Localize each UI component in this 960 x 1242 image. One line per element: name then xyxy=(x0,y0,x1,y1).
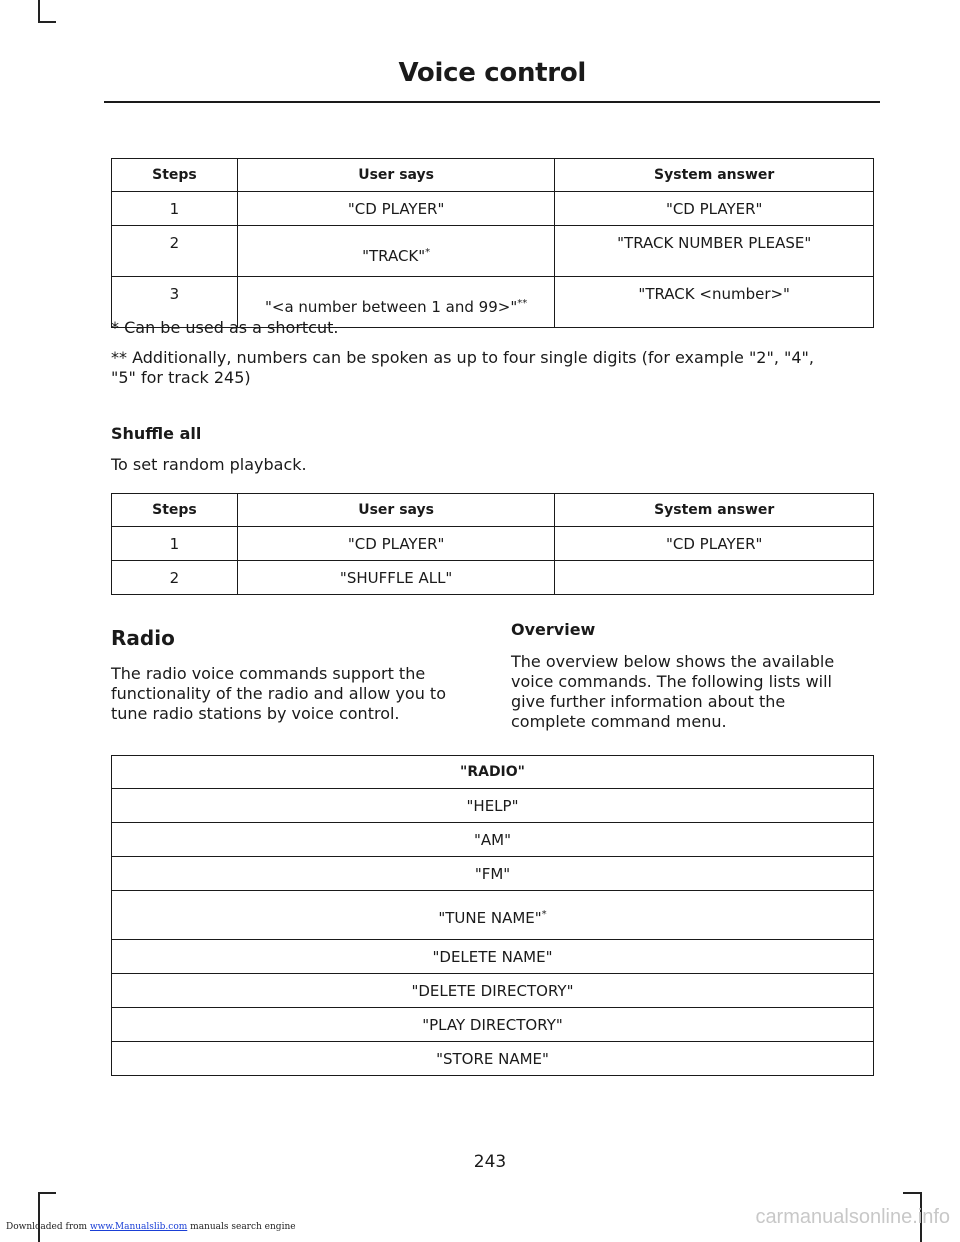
footnote-digits-line-1: ** Additionally, numbers can be spoken as up to four single digits (for example "2", "4", xyxy=(111,348,814,367)
table-row xyxy=(112,561,874,595)
step-cell: 2 xyxy=(112,561,238,595)
column-header-system-answer: System answer xyxy=(555,494,874,527)
overview-text-line: voice commands. The following lists will xyxy=(511,672,832,691)
system-answer-cell: "TRACK <number>" xyxy=(555,277,874,328)
table-row xyxy=(112,527,874,561)
footnote-digits-line-2: "5" for track 245) xyxy=(111,368,251,387)
page-number: 243 xyxy=(473,1152,507,1172)
step-cell: 1 xyxy=(112,192,238,226)
track-steps-table xyxy=(111,158,874,328)
footer-prefix: Downloaded from xyxy=(6,1222,88,1232)
table-row xyxy=(112,974,874,1008)
user-says-cell xyxy=(237,226,555,277)
column-header-system-answer: System answer xyxy=(555,159,874,192)
footer-suffix: manuals search engine xyxy=(190,1222,296,1232)
radio-command-cell xyxy=(112,891,874,940)
radio-command-header: "RADIO" xyxy=(112,756,874,789)
table-row xyxy=(112,940,874,974)
table-header-row xyxy=(112,494,874,527)
user-says-text: "<a number between 1 and 99>" xyxy=(265,298,518,316)
user-says-cell xyxy=(237,192,555,226)
table-row xyxy=(112,1042,874,1076)
table-header-row xyxy=(112,756,874,789)
system-answer-cell: "TRACK NUMBER PLEASE" xyxy=(555,226,874,277)
watermark: carmanualsonline.info xyxy=(755,1206,950,1228)
download-footer xyxy=(6,1222,296,1232)
footnote-marker: ** xyxy=(517,298,528,309)
table-row xyxy=(112,823,874,857)
shuffle-heading: Shuffle all xyxy=(111,424,202,443)
user-says-text: "TRACK" xyxy=(362,247,426,265)
table-row xyxy=(112,1008,874,1042)
table-row xyxy=(112,857,874,891)
radio-command-text: "TUNE NAME" xyxy=(438,909,542,927)
table-header-row xyxy=(112,159,874,192)
table-row xyxy=(112,789,874,823)
user-says-cell: "CD PLAYER" xyxy=(237,527,555,561)
table-row xyxy=(112,891,874,940)
footnote-marker: * xyxy=(541,909,547,920)
shuffle-description: To set random playback. xyxy=(111,455,307,474)
radio-command-cell: "DELETE NAME" xyxy=(112,940,874,974)
crop-mark xyxy=(38,21,56,23)
crop-mark xyxy=(38,1192,56,1194)
radio-command-cell: "HELP" xyxy=(112,789,874,823)
table-row xyxy=(112,226,874,277)
radio-heading: Radio xyxy=(111,626,175,650)
user-says-text: "CD PLAYER" xyxy=(347,199,445,218)
radio-command-cell: "FM" xyxy=(112,857,874,891)
step-cell: 1 xyxy=(112,527,238,561)
column-header-user-says: User says xyxy=(237,494,555,527)
footnote-marker: * xyxy=(425,247,431,258)
overview-heading: Overview xyxy=(511,620,596,639)
system-answer-cell xyxy=(555,561,874,595)
crop-mark xyxy=(38,0,40,22)
page-title: Voice control xyxy=(398,58,586,88)
radio-text-line: The radio voice commands support the xyxy=(111,664,426,683)
overview-text-line: give further information about the xyxy=(511,692,786,711)
crop-mark xyxy=(903,1192,921,1194)
header-divider xyxy=(104,101,880,103)
user-says-cell: "SHUFFLE ALL" xyxy=(237,561,555,595)
manualslib-link[interactable]: www.Manualslib.com xyxy=(89,1222,188,1232)
radio-command-cell: "STORE NAME" xyxy=(112,1042,874,1076)
system-answer-cell: "CD PLAYER" xyxy=(555,527,874,561)
radio-command-cell: "AM" xyxy=(112,823,874,857)
table-row xyxy=(112,192,874,226)
column-header-user-says: User says xyxy=(237,159,555,192)
system-answer-cell: "CD PLAYER" xyxy=(555,192,874,226)
radio-command-cell: "DELETE DIRECTORY" xyxy=(112,974,874,1008)
radio-commands-table xyxy=(111,755,874,1076)
step-cell: 3 xyxy=(112,277,238,328)
overview-text-line: The overview below shows the available xyxy=(511,652,835,671)
column-header-steps: Steps xyxy=(112,494,238,527)
radio-command-cell: "PLAY DIRECTORY" xyxy=(112,1008,874,1042)
shuffle-steps-table xyxy=(111,493,874,595)
column-header-steps: Steps xyxy=(112,159,238,192)
overview-text-line: complete command menu. xyxy=(511,712,727,731)
radio-text-line: tune radio stations by voice control. xyxy=(111,704,400,723)
radio-text-line: functionality of the radio and allow you to xyxy=(111,684,446,703)
step-cell: 2 xyxy=(112,226,238,277)
crop-mark xyxy=(38,1192,40,1242)
footnote-shortcut: * Can be used as a shortcut. xyxy=(111,318,339,337)
